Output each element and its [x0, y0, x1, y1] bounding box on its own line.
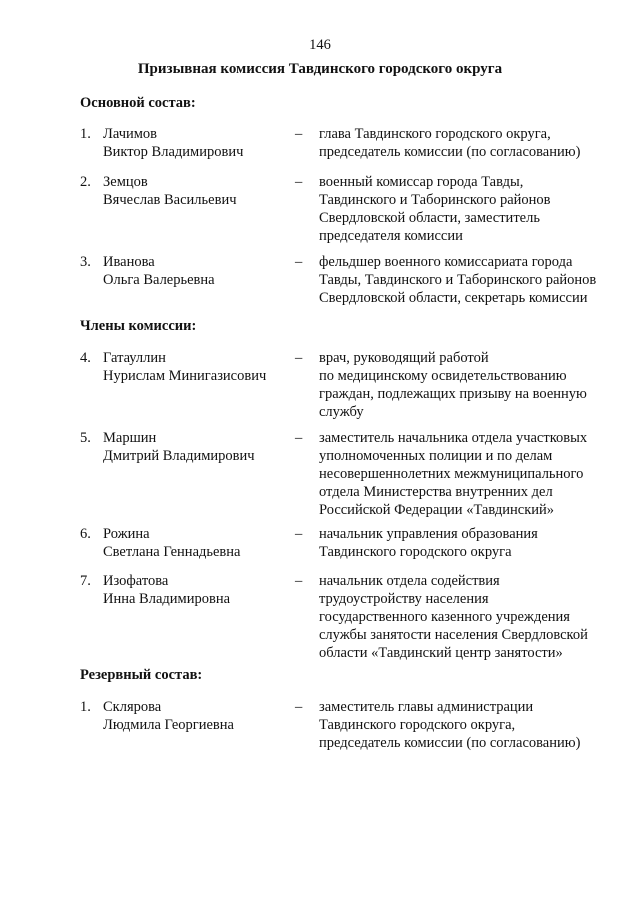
member-name [103, 349, 283, 385]
member-given-name: Нурислам Минигазисович [103, 368, 267, 384]
member-given-name: Дмитрий Владимирович [103, 448, 255, 464]
member-given-name: Светлана Геннадьевна [103, 544, 241, 560]
member-number: 4. [80, 350, 91, 366]
member-number: 1. [80, 126, 91, 142]
member-role: глава Тавдинского городского округа, председатель комиссии (по согласованию) [319, 126, 581, 160]
member-surname: Лачимов [103, 126, 158, 142]
member-surname: Изофатова [103, 573, 169, 589]
dash-separator: – [295, 350, 303, 366]
document-title: Призывная комиссия Тавдинского городского округа [137, 61, 503, 77]
member-name [103, 525, 283, 561]
member-number: 5. [80, 430, 91, 446]
member-name [103, 125, 283, 161]
member-given-name: Инна Владимировна [103, 591, 231, 607]
member-given-name: Виктор Владимирович [103, 144, 244, 160]
dash-separator: – [295, 699, 303, 715]
member-number: 3. [80, 254, 91, 270]
section-heading-members: Члены комиссии: [80, 318, 197, 334]
dash-separator: – [295, 254, 303, 270]
member-role: заместитель главы администрации Тавдинского городского округа, председатель комиссии (по согласованию) [319, 699, 581, 751]
member-number: 1. [80, 699, 91, 715]
member-number: 2. [80, 174, 91, 190]
member-number: 7. [80, 573, 91, 589]
member-role: заместитель начальника отдела участковых уполномоченных полиции и по делам несовершеннолетних межмуниципального отдела Министерства внутренних дел Российской Федерации «Тавдинский» [319, 430, 588, 518]
member-given-name: Ольга Валерьевна [103, 272, 215, 288]
member-name [103, 253, 283, 289]
member-role: фельдшер военного комиссариата города Тавды, Тавдинского и Таборинского районов Свердловской области, секретарь комиссии [319, 254, 597, 306]
member-surname: Гатауллин [103, 350, 166, 366]
member-name [103, 429, 283, 465]
member-surname: Иванова [103, 254, 155, 270]
member-role: начальник управления образования Тавдинского городского округа [319, 526, 538, 560]
dash-separator: – [295, 430, 303, 446]
member-number: 6. [80, 526, 91, 542]
member-surname: Склярова [103, 699, 162, 715]
member-surname: Маршин [103, 430, 157, 446]
member-name [103, 698, 283, 734]
member-given-name: Вячеслав Васильевич [103, 192, 237, 208]
member-name [103, 572, 283, 608]
dash-separator: – [295, 526, 303, 542]
section-heading-main: Основной состав: [80, 95, 196, 111]
member-given-name: Людмила Георгиевна [103, 717, 234, 733]
member-role: военный комиссар города Тавды, Тавдинского и Таборинского районов Свердловской области, заместитель председателя комиссии [319, 174, 551, 244]
page-number: 146 [309, 37, 331, 53]
member-role: начальник отдела содействия трудоустройству населения государственного казенного учреждения службы занятости населения Свердловской области «Тавдинский центр занятости» [319, 573, 588, 661]
member-name [103, 173, 283, 209]
dash-separator: – [295, 573, 303, 589]
dash-separator: – [295, 126, 303, 142]
member-surname: Земцов [103, 174, 148, 190]
member-role: врач, руководящий работой по медицинскому освидетельствованию граждан, подлежащих призыву на военную службу [319, 350, 587, 420]
member-surname: Рожина [103, 526, 150, 542]
section-heading-reserve: Резервный состав: [80, 667, 203, 683]
dash-separator: – [295, 174, 303, 190]
